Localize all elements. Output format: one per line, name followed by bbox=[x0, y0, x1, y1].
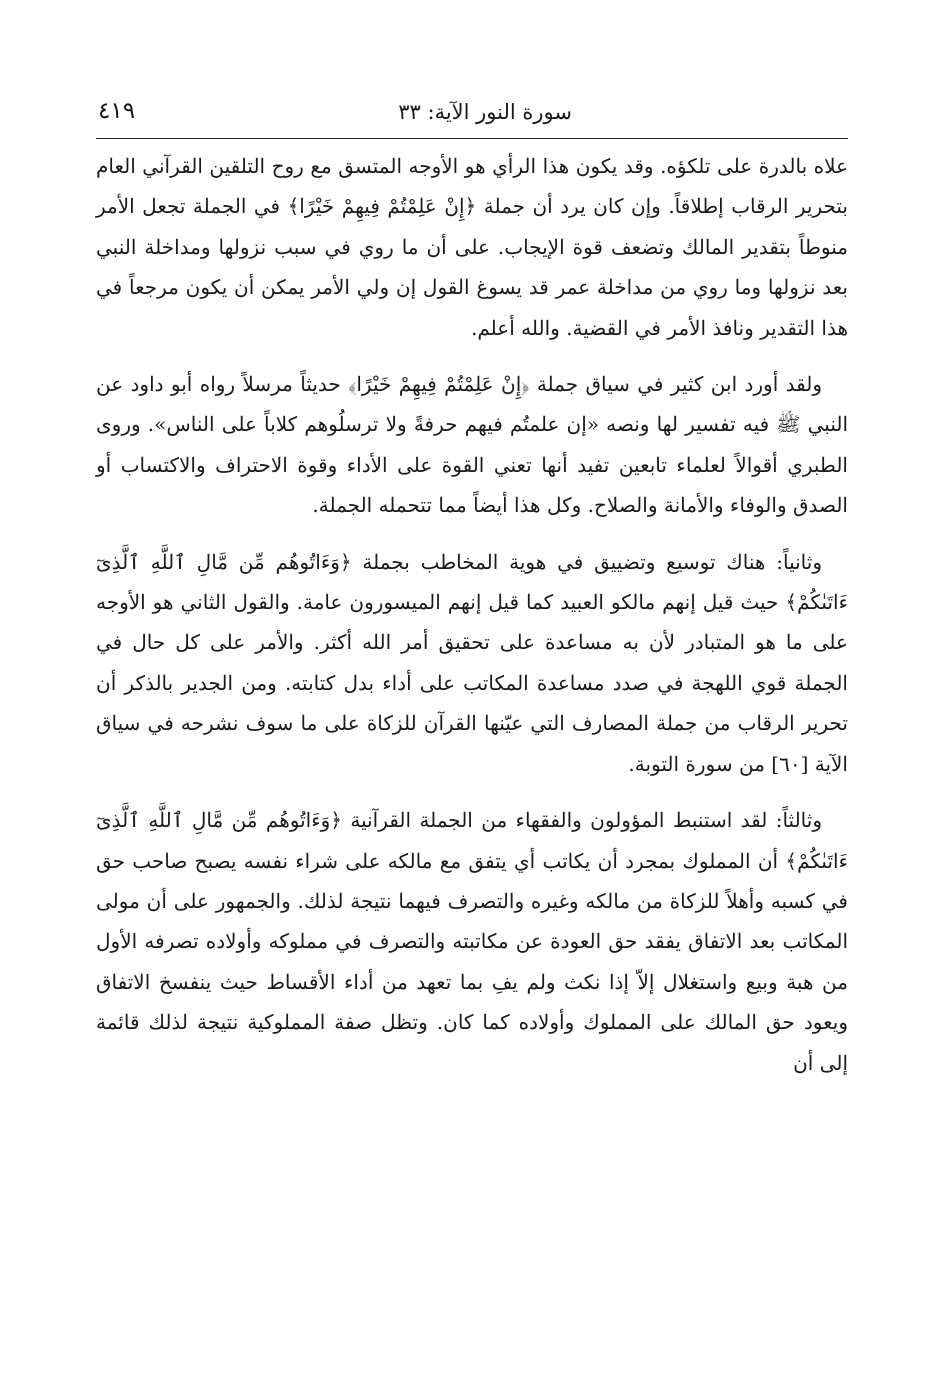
paragraph-4: وثالثاً: لقد استنبط المؤولون والفقهاء من الجملة القرآنية ﴿وَءَاتُوهُم مِّن مَّالِ ٱللَّهِ ٱلَّذِىٓ ءَاتَىٰكُمْ﴾ أن المملوك بمجرد أن يكاتب أي يتفق مع مالكه على شراء نفسه يصبح صاحب حق في كسبه وأهلاً للزكاة من مالكه وغيره والتصرف فيهما نتيجة لذلك. والجمهور على أن مولى المكاتب بعد الاتفاق يفقد حق العودة عن مكاتبته والتصرف في مملوكه وأولاده تصرفه الأول من هبة وبيع واستغلال إلاّ إذا نكث ولم يفِ بما تعهد من أداء الأقساط حيث ينفسخ الاتفاق ويعود حق المالك على المملوك وأولاده كما كان. وتظل صفة المملوكية نتيجة لذلك قائمة إلى أن bbox=[96, 808, 848, 1075]
running-header bbox=[96, 96, 848, 136]
page-number: ٤١٩ bbox=[98, 98, 136, 124]
header-title: سورة النور الآية: ٣٣ bbox=[398, 100, 572, 124]
body-text bbox=[96, 146, 848, 1083]
paragraph-1: علاه بالدرة على تلكؤه. وقد يكون هذا الرأي هو الأوجه المتسق مع روح التلقين القرآني العام بتحرير الرقاب إطلاقاً. وإن كان يرد أن جملة ﴿إِنْ عَلِمْتُمْ فِيهِمْ خَيْرًا﴾ في الجملة تجعل الأمر منوطاً بتقدير المالك وتضعف قوة الإيجاب. على أن ما روي في سبب نزولها ومداخلة النبي بعد نزولها وما روي من مداخلة عمر قد يسوغ القول إن ولي الأمر يمكن أن يكون مرجعاً في هذا التقدير ونافذ الأمر في القضية. والله أعلم. bbox=[96, 154, 848, 340]
header-divider bbox=[96, 138, 848, 139]
paragraph-2: ولقد أورد ابن كثير في سياق جملة ﴿إِنْ عَلِمْتُمْ فِيهِمْ خَيْرًا﴾ حديثاً مرسلاً رواه أبو داود عن النبي ﷺ فيه تفسير لها ونصه «إن علمتُم فيهم حرفةً ولا ترسلُوهم كلاباً على الناس». وروى الطبري أقوالاً لعلماء تابعين تفيد أنها تعني القوة على الأداء وقوة الاحتراف والاكتساب أو الصدق والوفاء والأمانة والصلاح. وكل هذا أيضاً مما تتحمله الجملة. bbox=[96, 372, 848, 518]
paragraph-3: وثانياً: هناك توسيع وتضييق في هوية المخاطب بجملة ﴿وَءَاتُوهُم مِّن مَّالِ ٱللَّهِ ٱلَّذِىٓ ءَاتَىٰكُمْ﴾ حيث قيل إنهم مالكو العبيد كما قيل إنهم الميسورون عامة. والقول الثاني هو الأوجه على ما هو المتبادر لأن به مساعدة على تحقيق أمر الله أكثر. والأمر على كل حال في الجملة قوي اللهجة في صدد مساعدة المكاتب على أداء بدل كتابته. ومن الجدير بالذكر أن تحرير الرقاب من جملة المصارف التي عيّنها القرآن للزكاة على ما سوف نشرحه في سياق الآية [٦٠] من سورة التوبة. bbox=[96, 549, 848, 776]
